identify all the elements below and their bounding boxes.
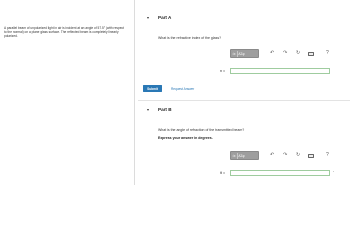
part-b-caret-icon[interactable]: ▾ — [147, 107, 150, 112]
request-answer-link[interactable]: Request Answer — [171, 86, 195, 91]
part-a-math-toolbar — [230, 49, 259, 58]
part-a-title[interactable]: Part A — [158, 15, 172, 20]
part-b-title[interactable]: Part B — [158, 107, 172, 112]
section-divider — [138, 100, 350, 101]
keyboard-icon[interactable] — [308, 52, 314, 56]
column-divider — [134, 0, 135, 185]
submit-button[interactable]: Submit — [143, 85, 162, 92]
part-b-instruction: Express your answer in degrees. — [158, 136, 213, 140]
part-b-answer-input[interactable] — [230, 170, 330, 176]
keyboard-icon[interactable] — [308, 154, 314, 158]
part-a-answer-input[interactable] — [230, 68, 330, 74]
symbols-button[interactable] — [237, 50, 246, 57]
symbols-label: ΑΣφ — [238, 51, 245, 56]
problem-statement: A parallel beam of unpolarized light in air is incident at an angle of 57.5° (with respect to the normal) on a plane glass surface. The reflected beam is completely linearly polarized. — [4, 26, 124, 38]
help-icon[interactable]: ? — [326, 152, 329, 158]
template-label: √x — [232, 153, 236, 158]
help-icon[interactable]: ? — [326, 50, 329, 56]
part-b-variable-label: θ = — [220, 171, 226, 175]
undo-icon[interactable]: ↶ — [270, 152, 275, 158]
redo-icon[interactable]: ↷ — [283, 50, 288, 56]
part-b-math-toolbar — [230, 151, 259, 160]
part-a-caret-icon[interactable]: ▾ — [147, 15, 150, 20]
template-label: √x — [232, 51, 236, 56]
part-b-question: What is the angle of refraction of the transmitted beam? — [158, 128, 245, 132]
part-a-variable-label: n = — [220, 69, 226, 73]
part-a-question: What is the refractive index of the glass? — [158, 36, 222, 40]
reset-icon[interactable]: ↻ — [296, 152, 301, 158]
degree-unit-mark: ° — [333, 170, 335, 174]
symbols-button[interactable] — [237, 152, 246, 159]
redo-icon[interactable]: ↷ — [283, 152, 288, 158]
undo-icon[interactable]: ↶ — [270, 50, 275, 56]
symbols-label: ΑΣφ — [238, 153, 245, 158]
reset-icon[interactable]: ↻ — [296, 50, 301, 56]
